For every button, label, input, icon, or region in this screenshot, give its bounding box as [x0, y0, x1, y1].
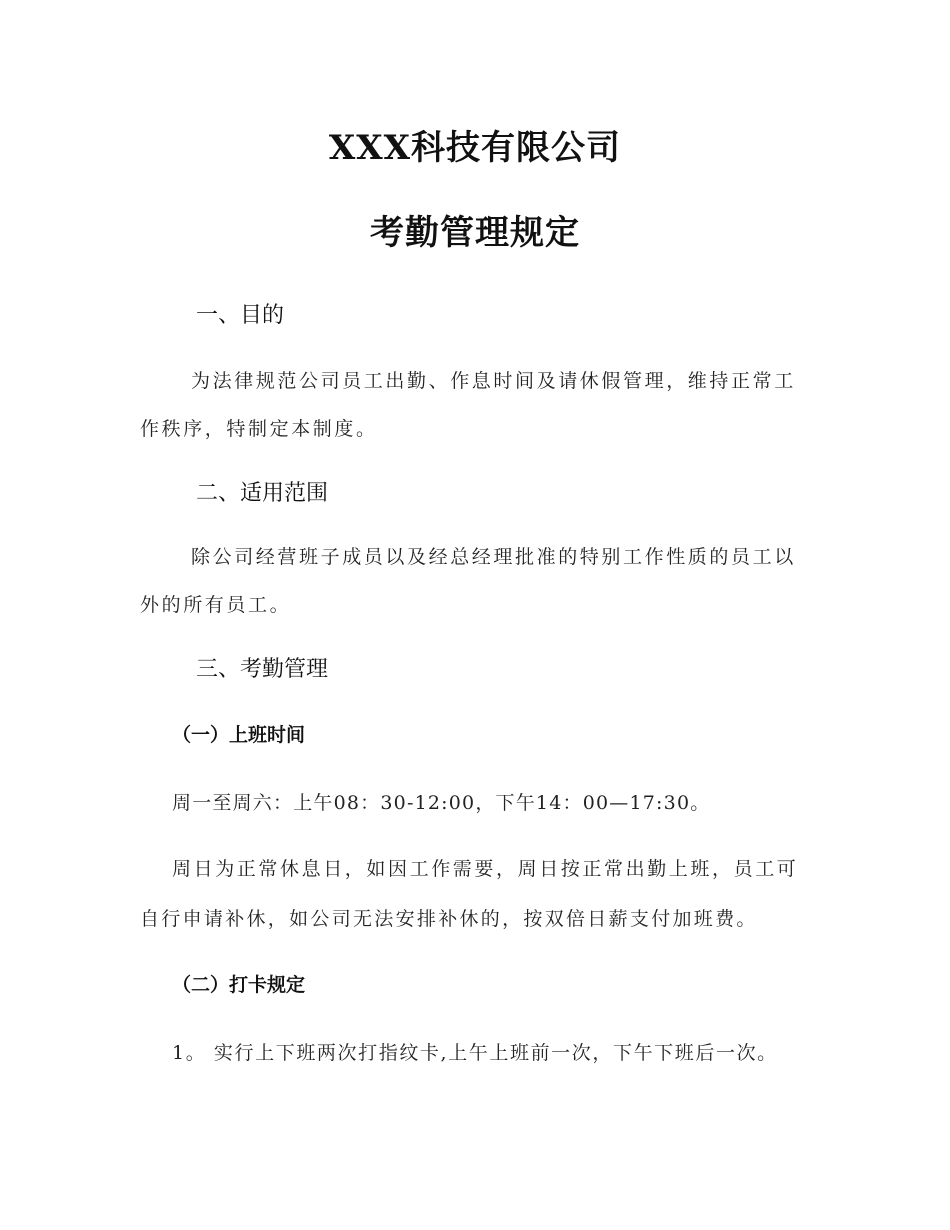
paragraph-line: 周日为正常休息日，如因工作需要，周日按正常出勤上班，员工可: [172, 858, 799, 880]
paragraph-line: 为法律规范公司员工出勤、作息时间及请休假管理，维持正常工: [191, 370, 796, 392]
section-heading-scope: 二、适用范围: [196, 481, 329, 506]
subsection-heading-clock-in: （二）打卡规定: [172, 974, 306, 996]
section-heading-purpose: 一、目的: [196, 303, 285, 328]
paragraph-line: 作秩序，特制定本制度。: [140, 418, 378, 440]
paragraph-line: 外的所有员工。: [140, 594, 292, 616]
subsection-heading-work-hours: （一）上班时间: [172, 724, 306, 746]
section-heading-attendance: 三、考勤管理: [196, 657, 329, 682]
document-title: 考勤管理规定: [370, 213, 580, 253]
company-title: XXX科技有限公司: [328, 128, 622, 168]
paragraph-line: 除公司经营班子成员以及经总经理批准的特别工作性质的员工以: [191, 546, 796, 568]
paragraph-line: 周一至周六：上午08：30-12:00，下午14：00—17:30。: [172, 792, 711, 814]
paragraph-line: 自行申请补休，如公司无法安排补休的，按双倍日薪支付加班费。: [140, 908, 758, 930]
paragraph-line: 1。 实行上下班两次打指纹卡,上午上班前一次，下午下班后一次。: [172, 1042, 778, 1064]
